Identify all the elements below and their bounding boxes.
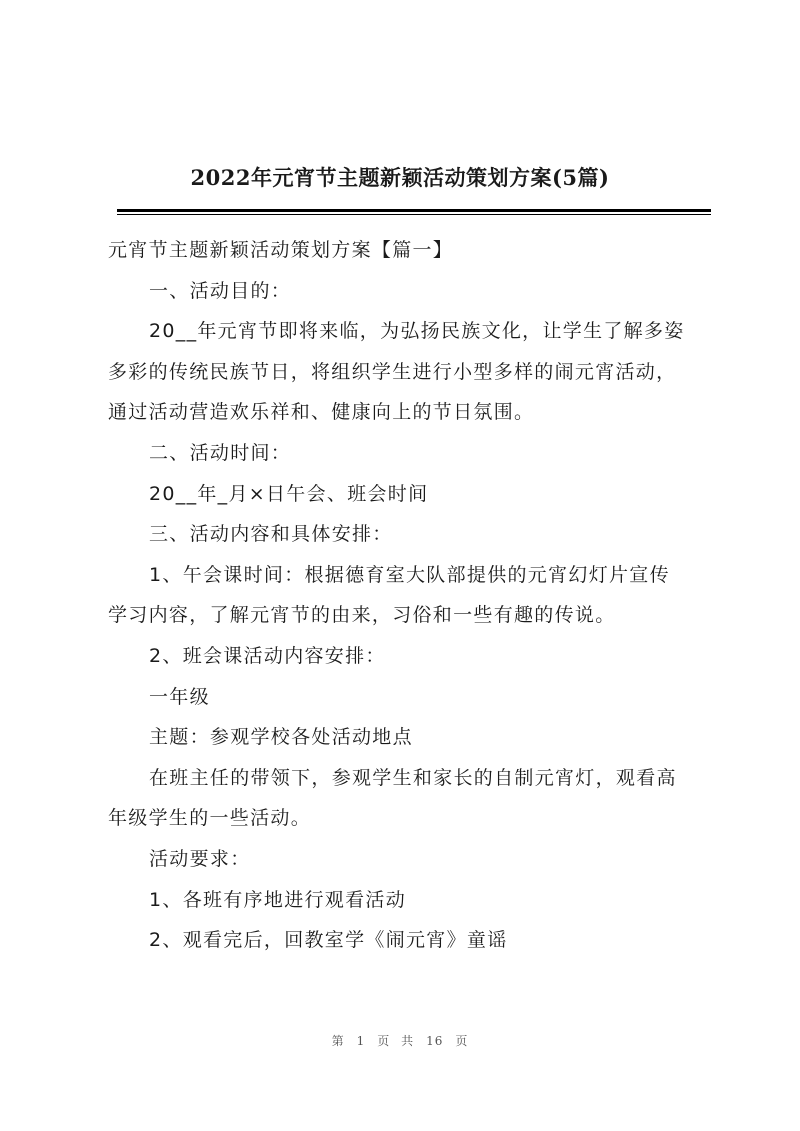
title-rule-thin <box>117 214 711 215</box>
footer-prefix: 第 <box>331 1034 345 1048</box>
requirements-label: 活动要求： <box>149 847 251 870</box>
paragraph-line: 2、班会课活动内容安排： <box>149 644 386 667</box>
paragraph-line: 多彩的传统民族节日，将组织学生进行小型多样的闹元宵活动， <box>108 360 677 383</box>
paragraph-line: 20__年_月×日午会、班会时间 <box>149 482 429 505</box>
section-heading: 元宵节主题新颖活动策划方案【篇一】 <box>108 239 454 261</box>
paragraph-line: 通过活动营造欢乐祥和、健康向上的节日氛围。 <box>108 401 535 424</box>
paragraph-line: 在班主任的带领下，参观学生和家长的自制元宵灯，观看高 <box>149 766 677 789</box>
heading-time: 二、活动时间： <box>149 441 292 464</box>
grade-label: 一年级 <box>149 685 210 708</box>
paragraph-line: 年级学生的一些活动。 <box>108 807 312 830</box>
title-rule-thick <box>117 209 711 212</box>
page-footer <box>0 1032 800 1049</box>
footer-page-number: 1 <box>356 1034 366 1048</box>
paragraph-line: 20__年元宵节即将来临，为弘扬民族文化，让学生了解多姿 <box>149 320 685 343</box>
paragraph-line: 主题：参观学校各处活动地点 <box>149 726 413 749</box>
paragraph-line: 学习内容，了解元宵节的由来，习俗和一些有趣的传说。 <box>108 604 616 627</box>
document-body <box>108 230 702 961</box>
requirement-item: 2、观看完后，回教室学《闹元宵》童谣 <box>149 929 508 952</box>
footer-middle: 页 共 <box>377 1034 415 1048</box>
document-title: 2022年元宵节主题新颖活动策划方案(5篇) <box>190 165 610 190</box>
heading-purpose: 一、活动目的： <box>149 279 292 302</box>
footer-suffix: 页 <box>455 1034 469 1048</box>
paragraph-line: 1、午会课时间：根据德育室大队部提供的元宵幻灯片宣传 <box>149 563 670 586</box>
heading-content: 三、活动内容和具体安排： <box>149 523 393 546</box>
requirement-item: 1、各班有序地进行观看活动 <box>149 888 406 911</box>
footer-total-pages: 16 <box>426 1034 444 1048</box>
